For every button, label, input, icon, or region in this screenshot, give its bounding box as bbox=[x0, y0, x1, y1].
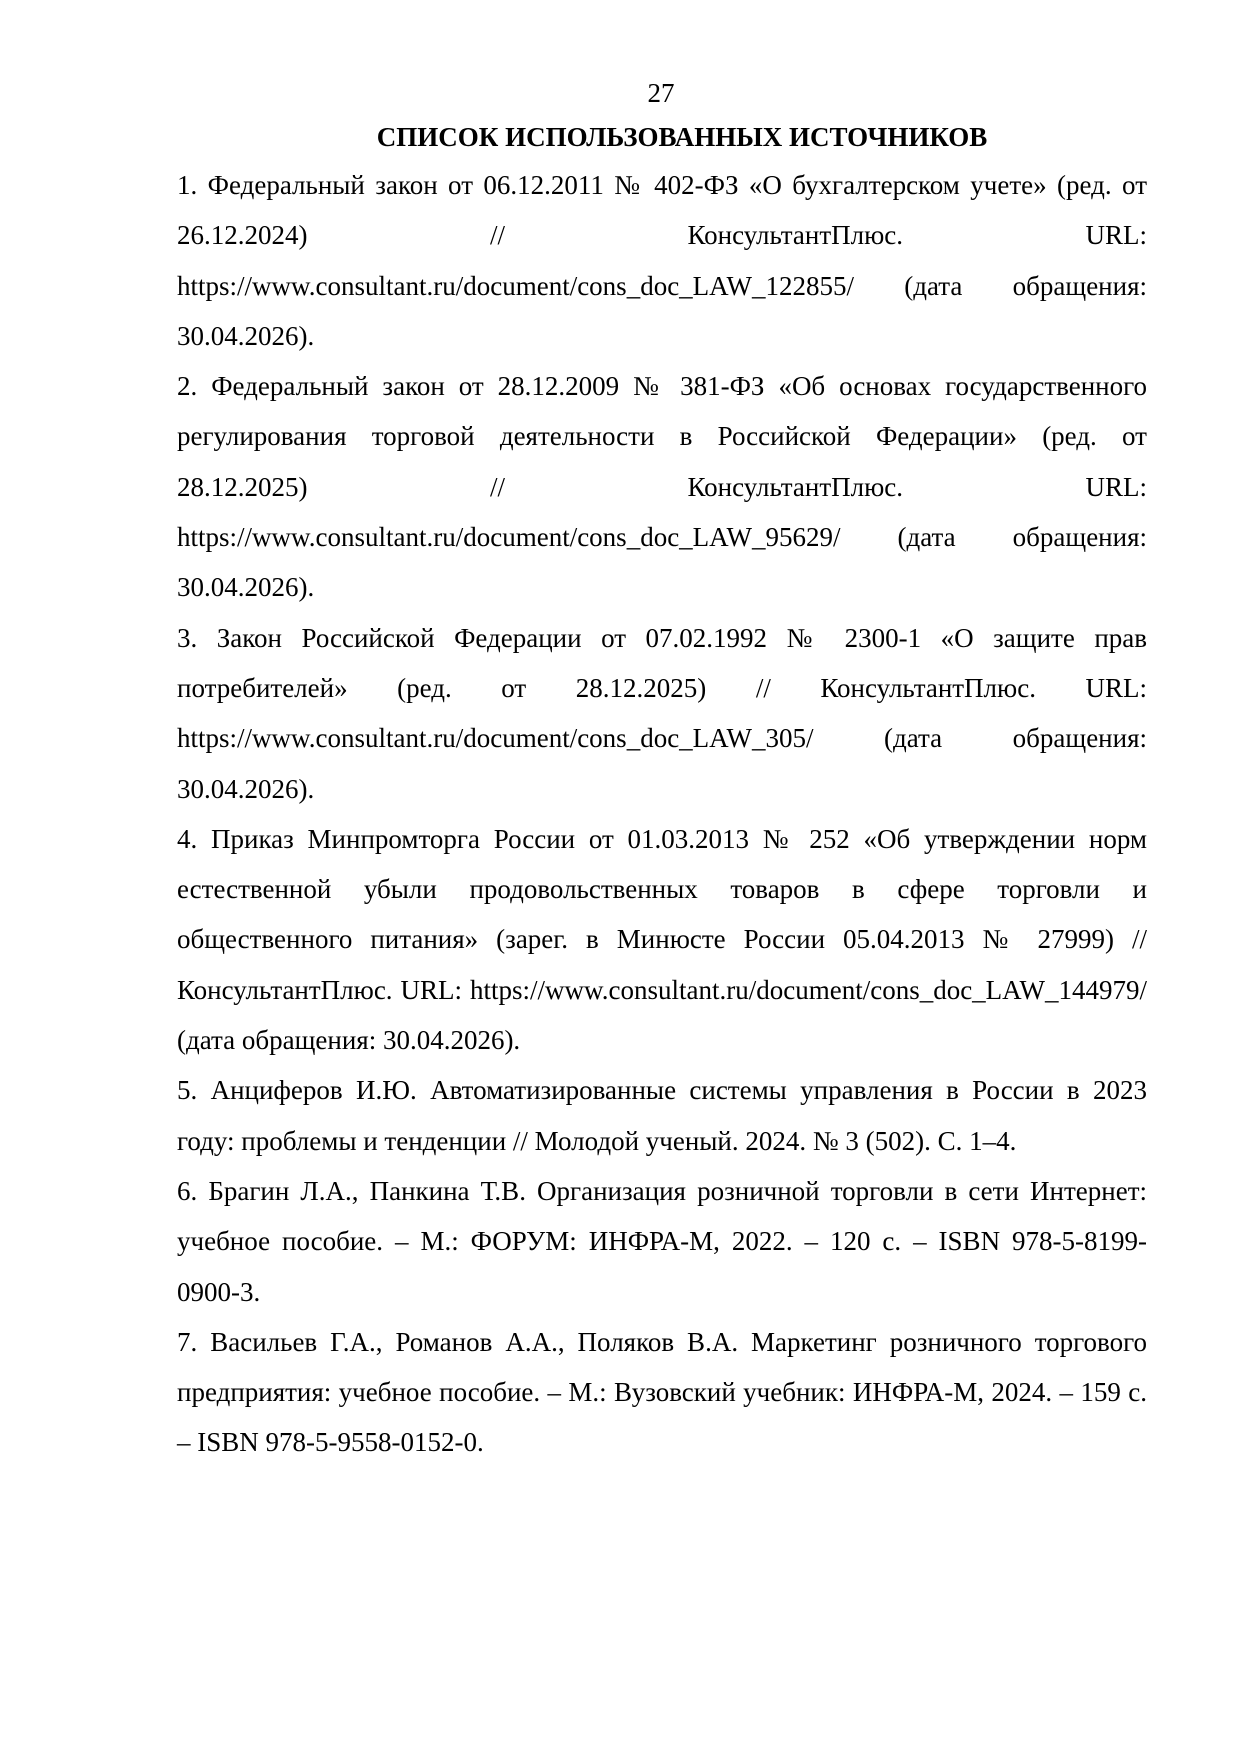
reference-item: 3. Закон Российской Федерации от 07.02.1992 № 2300-1 «О защите прав потребителей» (ред. от 28.12.2025) // КонсультантПлюс. URL: https://www.consultant.ru/document/cons_doc_LAW_305/ (дата обращения: 30.04.2026). bbox=[177, 622, 1147, 804]
reference-item: 5. Анциферов И.Ю. Автоматизированные системы управления в России в 2023 году: проблемы и тенденции // Молодой ученый. 2024. № 3 (502). С. 1–4. bbox=[177, 1075, 1147, 1156]
reference-item: 1. Федеральный закон от 06.12.2011 № 402-ФЗ «О бухгалтерском учете» (ред. от 26.12.2024) // КонсультантПлюс. URL: https://www.consultant.ru/document/cons_doc_LAW_122855/ (дата обращения: 30.04.2026). bbox=[177, 170, 1147, 351]
reference-list bbox=[177, 160, 1147, 1468]
reference-item: 4. Приказ Минпромторга России от 01.03.2013 № 252 «Об утверждении норм естественной убыли продовольственных товаров в сфере торговли и общественного питания» (зарег. в Минюсте России 05.04.2013 № 27999) // КонсультантПлюс. URL: https://www.consultant.ru/document/cons_doc_LAW_144979/ (дата обращения: 30.04.2026). bbox=[177, 823, 1147, 1056]
page-number: 27 bbox=[647, 78, 675, 108]
references-heading: СПИСОК ИСПОЛЬЗОВАННЫХ ИСТОЧНИКОВ bbox=[376, 122, 988, 152]
page-content bbox=[177, 115, 1147, 1468]
reference-item: 7. Васильев Г.А., Романов А.А., Поляков В.А. Маркетинг розничного торгового предприятия: учебное пособие. – М.: Вузовский учебник: ИНФРА-М, 2024. – 159 с. – ISBN 978-5-9558-0152-0. bbox=[177, 1326, 1147, 1458]
reference-item: 2. Федеральный закон от 28.12.2009 № 381-ФЗ «Об основах государственного регулирования торговой деятельности в Российской Федерации» (ред. от 28.12.2025) // КонсультантПлюс. URL: https://www.consultant.ru/document/cons_doc_LAW_95629/ (дата обращения: 30.04.2026). bbox=[177, 371, 1147, 603]
reference-item: 6. Брагин Л.А., Панкина Т.В. Организация розничной торговли в сети Интернет: учебное пособие. – М.: ФОРУМ: ИНФРА-М, 2022. – 120 с. – ISBN 978-5-8199-0900-3. bbox=[177, 1175, 1147, 1307]
